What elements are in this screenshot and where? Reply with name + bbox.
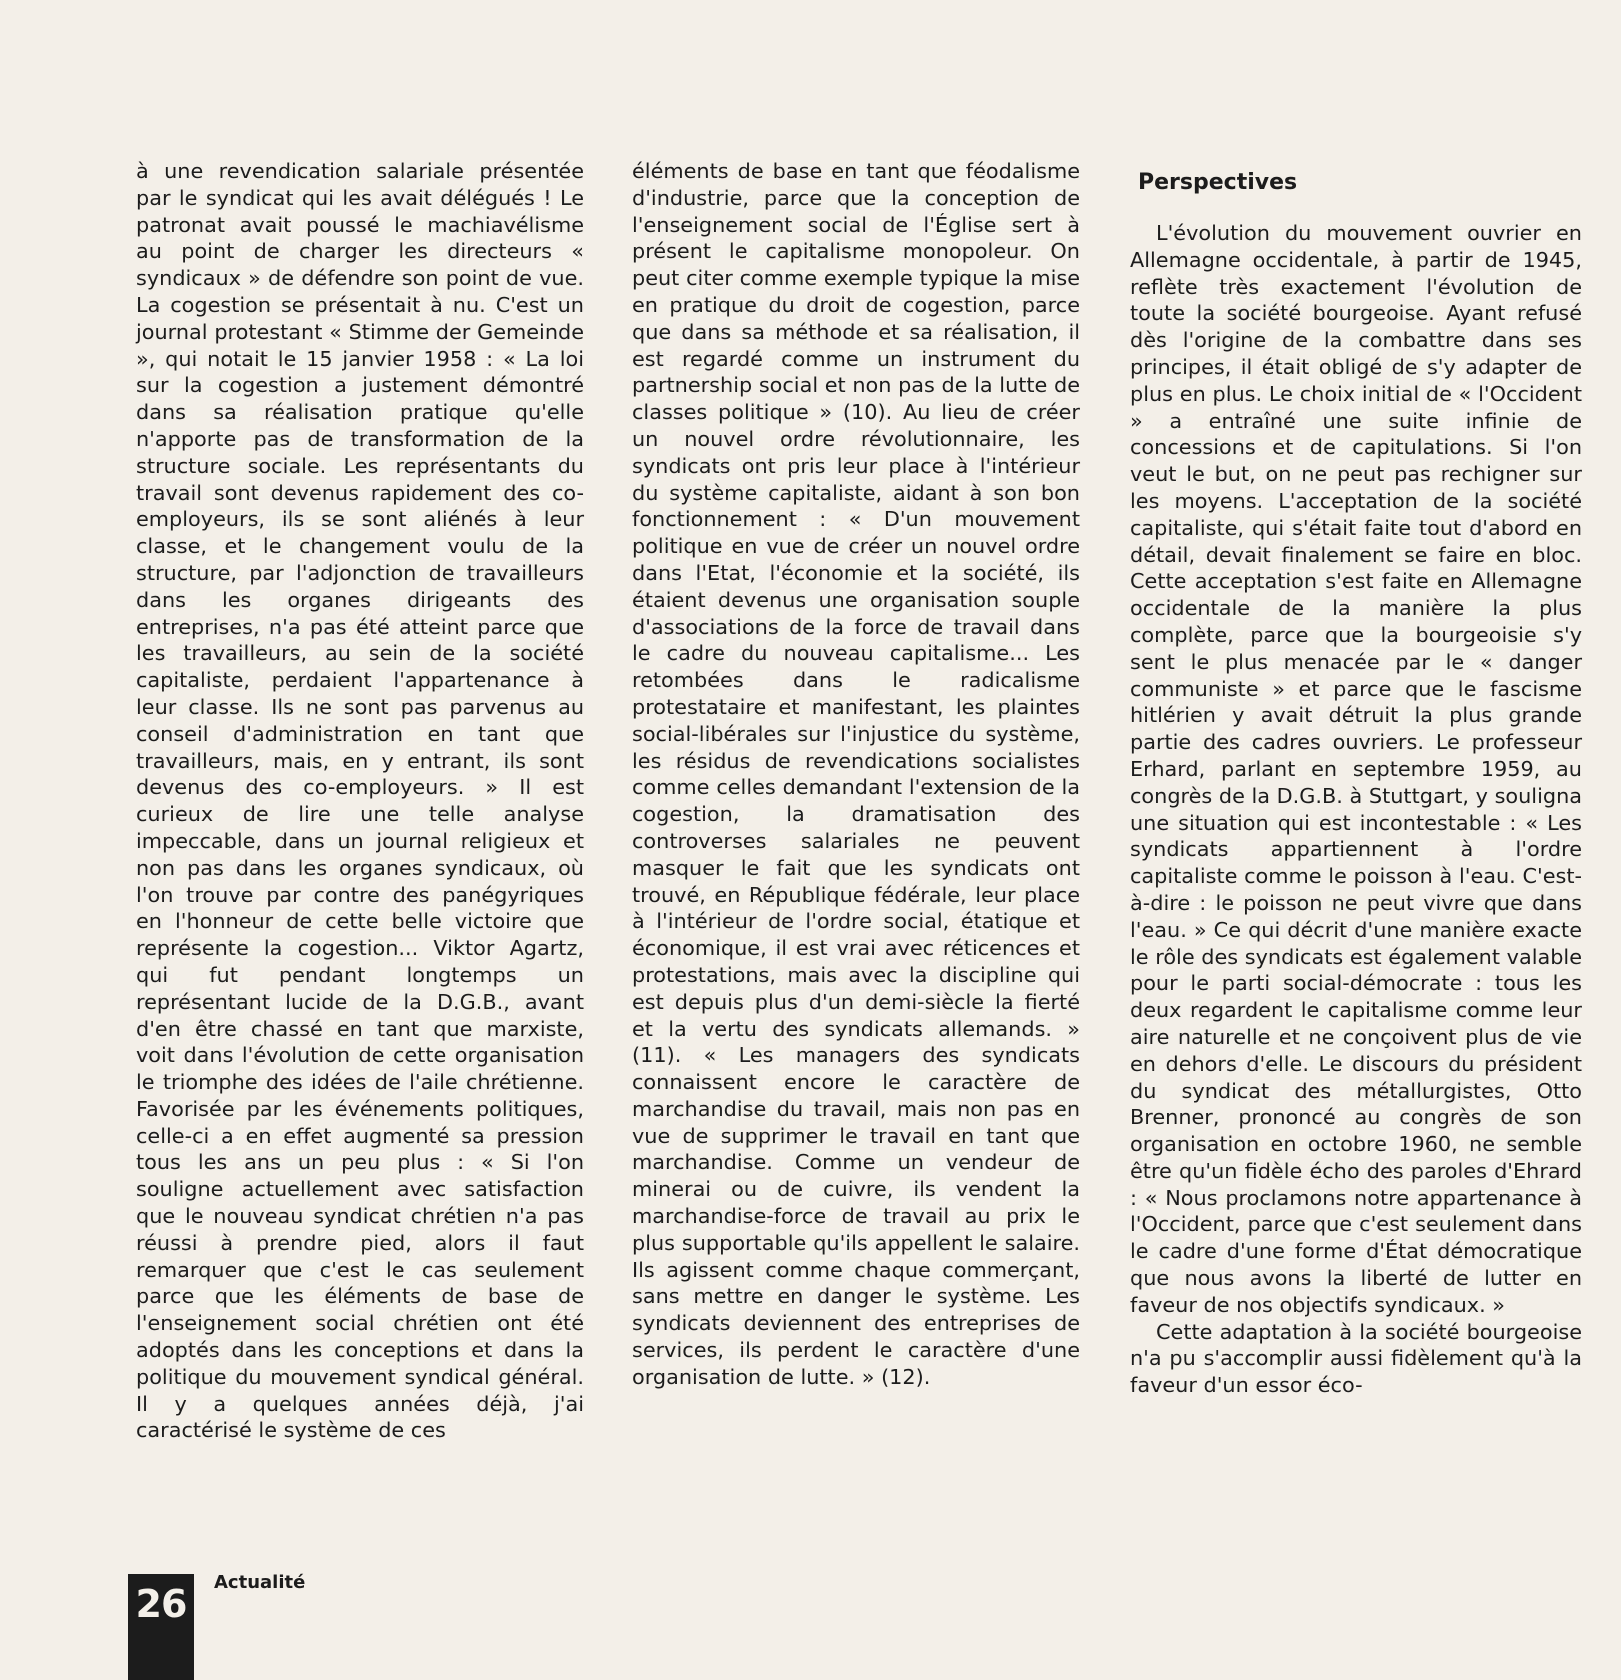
text-column-1 bbox=[136, 158, 584, 1444]
page-number: 26 bbox=[128, 1574, 194, 1680]
column-2-paragraph: éléments de base en tant que féodalisme d'industrie, parce que la conception de l'enseignement social de l'Église sert à présent le capitalisme monopoleur. On peut citer comme exemple typique la mise en pratique du droit de cogestion, parce que dans sa méthode et sa réalisation, il est regardé comme un instrument du partnership social et non pas de la lutte de classes politique » (10). Au lieu de créer un nouvel ordre révolutionnaire, les syndicats ont pris leur place à l'intérieur du système capitaliste, aidant à son bon fonctionnement : « D'un mouvement politique en vue de créer un nouvel ordre dans l'Etat, l'économie et la société, ils étaient devenus une organisation souple d'associations de la force de travail dans le cadre du nouveau capitalisme... Les retombées dans le radicalisme protestataire et manifestant, les plaintes social-libérales sur l'injustice du système, les résidus de revendications socialistes comme celles demandant l'extension de la cogestion, la dramatisation des controverses salariales ne peuvent masquer le fait que les syndicats ont trouvé, en République fédérale, leur place à l'intérieur de l'ordre social, étatique et économique, il est vrai avec réticences et protestations, mais avec la discipline qui est depuis plus d'un demi-siècle la fierté et la vertu des syndicats allemands. » (11). « Les managers des syndicats connaissent encore le caractère de marchandise du travail, mais non pas en vue de supprimer le travail en tant que marchandise. Comme un vendeur de minerai ou de cuivre, ils vendent la marchandise-force de travail au prix le plus supportable qu'ils appellent le salaire. Ils agissent comme chaque commerçant, sans mettre en danger le système. Les syndicats deviennent des entreprises de services, ils perdent le caractère d'une organisation de lutte. » (12). bbox=[632, 159, 1080, 1389]
column-1-paragraph: à une revendication salariale présentée par le syndicat qui les avait délégués ! Le patronat avait poussé le machiavélisme au point de charger les directeurs « syndicaux » de défendre son point de vue. La cogestion se présentait à nu. C'est un journal protestant « Stimme der Gemeinde », qui notait le 15 janvier 1958 : « La loi sur la cogestion a justement démontré dans sa réalisation pratique qu'elle n'apporte pas de transformation de la structure sociale. Les représentants du travail sont devenus rapidement des co-employeurs, ils se sont aliénés à leur classe, et le changement voulu de la structure, par l'adjonction de travailleurs dans les organes dirigeants des entreprises, n'a pas été atteint parce que les travailleurs, au sein de la société capitaliste, perdaient l'appartenance à leur classe. Ils ne sont pas parvenus au conseil d'administration en tant que travailleurs, mais, en y entrant, ils sont devenus des co-employeurs. » Il est curieux de lire une telle analyse impeccable, dans un journal religieux et non pas dans les organes syndicaux, où l'on trouve par contre des panégyriques en l'honneur de cette belle victoire que représente la cogestion... Viktor Agartz, qui fut pendant longtemps un représentant lucide de la D.G.B., avant d'en être chassé en tant que marxiste, voit dans l'évolution de cette organisation le triomphe des idées de l'aile chrétienne. Favorisée par les événements politiques, celle-ci a en effet augmenté sa pression tous les ans un peu plus : « Si l'on souligne actuellement avec satisfaction que le nouveau syndicat chrétien n'a pas réussi à prendre pied, alors il faut remarquer que c'est le cas seulement parce que les éléments de base de l'enseignement social chrétien ont été adoptés dans les conceptions et dans la politique du mouvement syndical général. Il y a quelques années déjà, j'ai caractérisé le système de ces bbox=[136, 159, 584, 1443]
text-column-2 bbox=[632, 158, 1080, 1391]
section-label: Actualité bbox=[214, 1572, 306, 1593]
column-3-paragraph-2: Cette adaptation à la société bourgeoise n'a pu s'accomplir aussi fidèlement qu'à la faveur d'un essor éco- bbox=[1130, 1319, 1582, 1398]
text-column-3 bbox=[1130, 168, 1582, 1399]
column-3-paragraph-1: L'évolution du mouvement ouvrier en Allemagne occidentale, à partir de 1945, reflète très exactement l'évolution de toute la société bourgeoise. Ayant refusé dès l'origine de la combattre dans ses principes, il était obligé de s'y adapter de plus en plus. Le choix initial de « l'Occident » a entraîné une suite infinie de concessions et de capitulations. Si l'on veut le but, on ne peut pas rechigner sur les moyens. L'acceptation de la société capitaliste, qui s'était faite tout d'abord en détail, devait finalement se faire en bloc. Cette acceptation s'est faite en Allemagne occidentale de la manière la plus complète, parce que la bourgeoisie s'y sent le plus menacée par le « danger communiste » et parce que le fascisme hitlérien y avait détruit la plus grande partie des cadres ouvriers. Le professeur Erhard, parlant en septembre 1959, au congrès de la D.G.B. à Stuttgart, y souligna une situation qui est incontestable : « Les syndicats appartiennent à l'ordre capitaliste comme le poisson à l'eau. C'est-à-dire : le poisson ne peut vivre que dans l'eau. » Ce qui décrit d'une manière exacte le rôle des syndicats est également valable pour le parti social-démocrate : tous les deux regardent le capitalisme comme leur aire naturelle et ne conçoivent plus de vie en dehors d'elle. Le discours du président du syndicat des métallurgistes, Otto Brenner, prononcé au congrès de son organisation en octobre 1960, ne semble être qu'un fidèle écho des paroles d'Ehrard : « Nous proclamons notre appartenance à l'Occident, parce que c'est seulement dans le cadre d'une forme d'État démocratique que nous avons la liberté de lutter en faveur de nos objectifs syndicaux. » bbox=[1130, 221, 1582, 1317]
section-heading: Perspectives bbox=[1138, 170, 1298, 195]
